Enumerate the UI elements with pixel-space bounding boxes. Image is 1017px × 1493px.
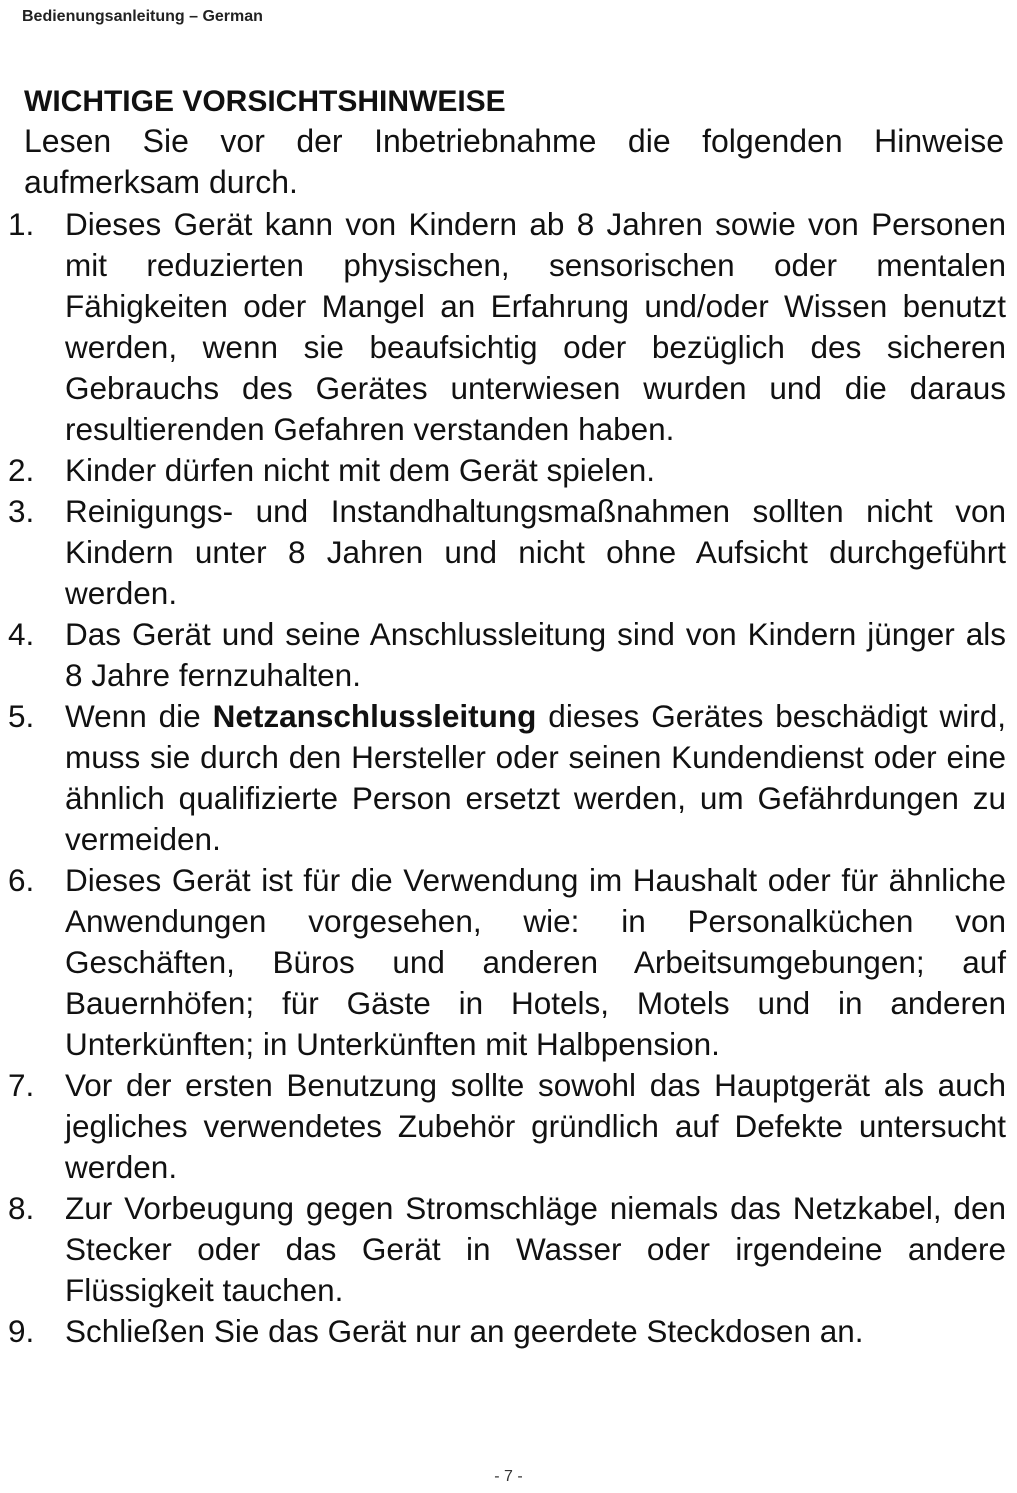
list-item-number: 2. (8, 452, 35, 488)
list-item-number: 6. (8, 862, 35, 898)
list-item-text-after: dieses Gerätes beschädigt wird, muss sie durch den Hersteller oder seinen Kundendienst oder eine ähnlich qualifizierte Person ersetzt werden, um Gefährdungen zu vermeiden. (65, 698, 1007, 857)
list-item-text: Das Gerät und seine Anschlussleitung sind von Kindern jünger als 8 Jahre fernzuhalten. (65, 616, 1006, 693)
list-item (8, 860, 1006, 1065)
intro-paragraph: Lesen Sie vor der Inbetriebnahme die folgenden Hinweise aufmerksam durch. (24, 123, 1004, 200)
list-item-number: 7. (8, 1067, 35, 1103)
list-item-text: Dieses Gerät ist für die Verwendung im Haushalt oder für ähnliche Anwendungen vorgesehen, wie: in Personalküchen von Geschäften, Büros und anderen Arbeitsumgebungen; auf Bauernhöfen; für Gäste in Hotels, Motels und in anderen Unterkünften; in Unterkünften mit Halbpension. (65, 862, 1006, 1062)
list-item-text (65, 698, 1006, 857)
list-item-text: Vor der ersten Benutzung sollte sowohl das Hauptgerät als auch jegliches verwendetes Zubehör gründlich auf Defekte untersucht werden. (65, 1067, 1006, 1185)
list-item-number: 1. (8, 206, 35, 242)
list-item-text: Reinigungs- und Instandhaltungsmaßnahmen sollten nicht von Kindern unter 8 Jahren und nicht ohne Aufsicht durchgeführt werden. (65, 493, 1006, 611)
document-header: Bedienungsanleitung – German (22, 8, 263, 25)
list-item (8, 1188, 1006, 1311)
list-item-text-before: Wenn die (65, 698, 213, 734)
list-item (8, 1065, 1006, 1188)
list-item (8, 1311, 1006, 1352)
list-item-number: 9. (8, 1313, 35, 1349)
list-item-text: Kinder dürfen nicht mit dem Gerät spielen. (65, 452, 656, 488)
list-item-text: Schließen Sie das Gerät nur an geerdete Steckdosen an. (65, 1313, 864, 1349)
list-item (8, 450, 1006, 491)
list-item (8, 614, 1006, 696)
list-item-text: Dieses Gerät kann von Kindern ab 8 Jahren sowie von Personen mit reduzierten physischen, sensorischen oder mentalen Fähigkeiten oder Mangel an Erfahrung und/oder Wissen benutzt werden, wenn sie beaufsichtig oder bezüglich des sicheren Gebrauchs des Gerätes unterwiesen wurden und die daraus resultierenden Gefahren verstanden haben. (65, 206, 1006, 447)
list-item-text: Zur Vorbeugung gegen Stromschläge niemals das Netzkabel, den Stecker oder das Gerät in Wasser oder irgendeine andere Flüssigkeit tauchen. (65, 1190, 1006, 1308)
list-item (8, 204, 1006, 450)
section-title: WICHTIGE VORSICHTSHINWEISE (24, 85, 506, 118)
list-item-number: 5. (8, 698, 35, 734)
list-item (8, 491, 1006, 614)
list-item-number: 4. (8, 616, 35, 652)
list-item (8, 696, 1006, 860)
precautions-list (8, 204, 1006, 1352)
page-number: - 7 - (494, 1468, 523, 1485)
power-cord-term: Netzanschlussleitung (212, 698, 537, 734)
list-item-number: 8. (8, 1190, 35, 1226)
list-item-number: 3. (8, 493, 35, 529)
